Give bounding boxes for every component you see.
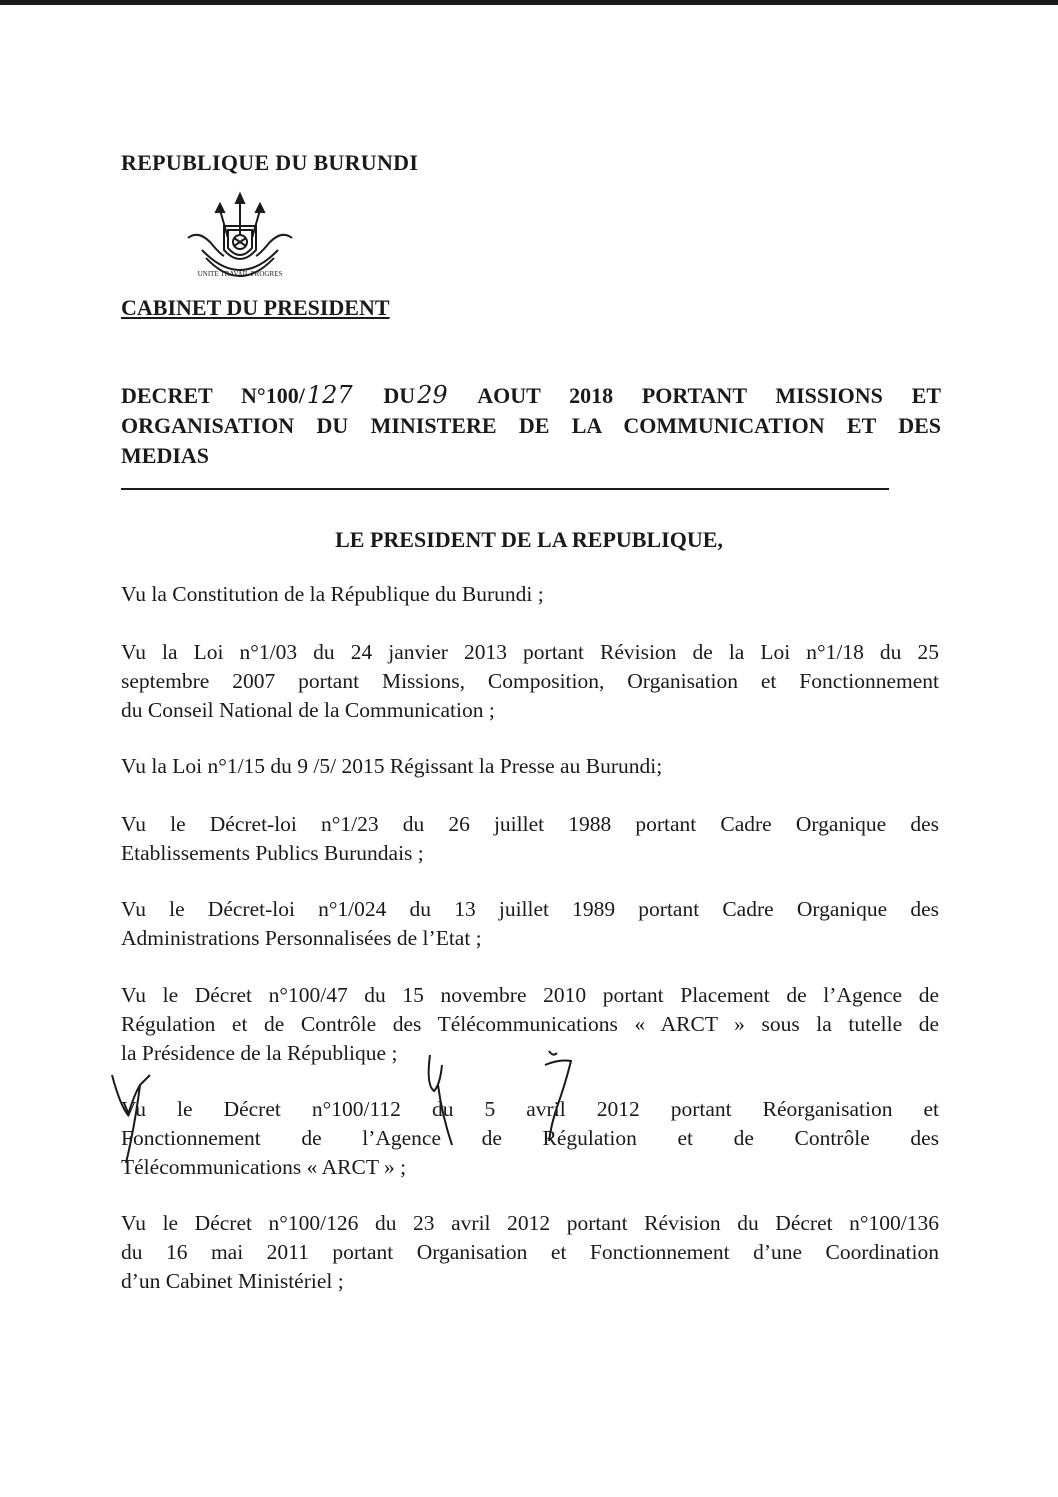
decree-title — [121, 380, 941, 471]
paragraph-line: Vu la Constitution de la République du Burundi ; — [121, 582, 544, 606]
separator-line — [121, 488, 889, 490]
paragraph-line: Télécommunications « ARCT » ; — [121, 1155, 407, 1179]
paragraph-line: d’un Cabinet Ministériel ; — [121, 1269, 344, 1293]
handwritten-initial-1 — [100, 1045, 180, 1165]
paragraph-line: la Présidence de la République ; — [121, 1041, 398, 1065]
paragraph-line: Administrations Personnalisées de l’Etat ; — [121, 926, 482, 950]
top-border — [0, 0, 1058, 5]
president-heading: LE PRESIDENT DE LA REPUBLIQUE, — [335, 527, 723, 552]
emblem-motto: UNITE TRAVAIL PROGRES — [197, 270, 283, 278]
decree-title-prefix: DECRET N°100/ — [121, 383, 305, 408]
paragraph-line: Vu le Décret n°100/47 du 15 novembre 2010 portant Placement de l’Agence de — [121, 983, 939, 1007]
preamble-paragraph-3 — [121, 752, 939, 781]
preamble-paragraph-2 — [121, 638, 939, 725]
paragraph-line: du 16 mai 2011 portant Organisation et Fonctionnement d’une Coordination — [121, 1240, 939, 1264]
decree-title-date-subject: AOUT 2018 PORTANT MISSIONS ET — [477, 383, 941, 408]
paragraph-line: Vu la Loi n°1/15 du 9 /5/ 2015 Régissant la Presse au Burundi; — [121, 754, 663, 778]
handwritten-initial-3 — [535, 1045, 595, 1165]
preamble-paragraph-7 — [121, 1095, 939, 1182]
paragraph-line: Vu le Décret-loi n°1/23 du 26 juillet 1988 portant Cadre Organique des — [121, 812, 939, 836]
decree-title-line-3: MEDIAS — [121, 443, 210, 468]
paragraph-line: Fonctionnement de l’Agence de Régulation et de Contrôle des — [121, 1126, 939, 1150]
preamble-paragraph-8 — [121, 1209, 939, 1296]
republic-heading: REPUBLIQUE DU BURUNDI — [121, 150, 419, 175]
cabinet-heading: CABINET DU PRESIDENT — [121, 295, 390, 320]
handwritten-initial-2 — [410, 1045, 470, 1165]
handwritten-decree-day: 29 — [417, 381, 448, 409]
paragraph-line: Etablissements Publics Burundais ; — [121, 841, 424, 865]
preamble-paragraph-5 — [121, 895, 939, 953]
decree-title-line-2: ORGANISATION DU MINISTERE DE LA COMMUNICATION ET DES — [121, 413, 941, 438]
preamble-paragraph-1 — [121, 580, 939, 609]
handwritten-decree-number: 127 — [306, 381, 353, 409]
decree-title-du: DU — [383, 383, 416, 408]
preamble-paragraph-6 — [121, 981, 939, 1068]
paragraph-line: Régulation et de Contrôle des Télécommunications « ARCT » sous la tutelle de — [121, 1012, 939, 1036]
paragraph-line: du Conseil National de la Communication ; — [121, 698, 495, 722]
paragraph-line: septembre 2007 portant Missions, Composition, Organisation et Fonctionnement — [121, 669, 939, 693]
paragraph-line: Vu le Décret-loi n°1/024 du 13 juillet 1989 portant Cadre Organique des — [121, 897, 939, 921]
paragraph-line: Vu la Loi n°1/03 du 24 janvier 2013 portant Révision de la Loi n°1/18 du 25 — [121, 640, 939, 664]
paragraph-line: Vu le Décret n°100/126 du 23 avril 2012 portant Révision du Décret n°100/136 — [121, 1211, 939, 1235]
paragraph-line: Vu le Décret n°100/112 du 5 avril 2012 portant Réorganisation et — [121, 1097, 939, 1121]
coat-of-arms-emblem — [180, 190, 300, 290]
preamble-paragraph-4 — [121, 810, 939, 868]
